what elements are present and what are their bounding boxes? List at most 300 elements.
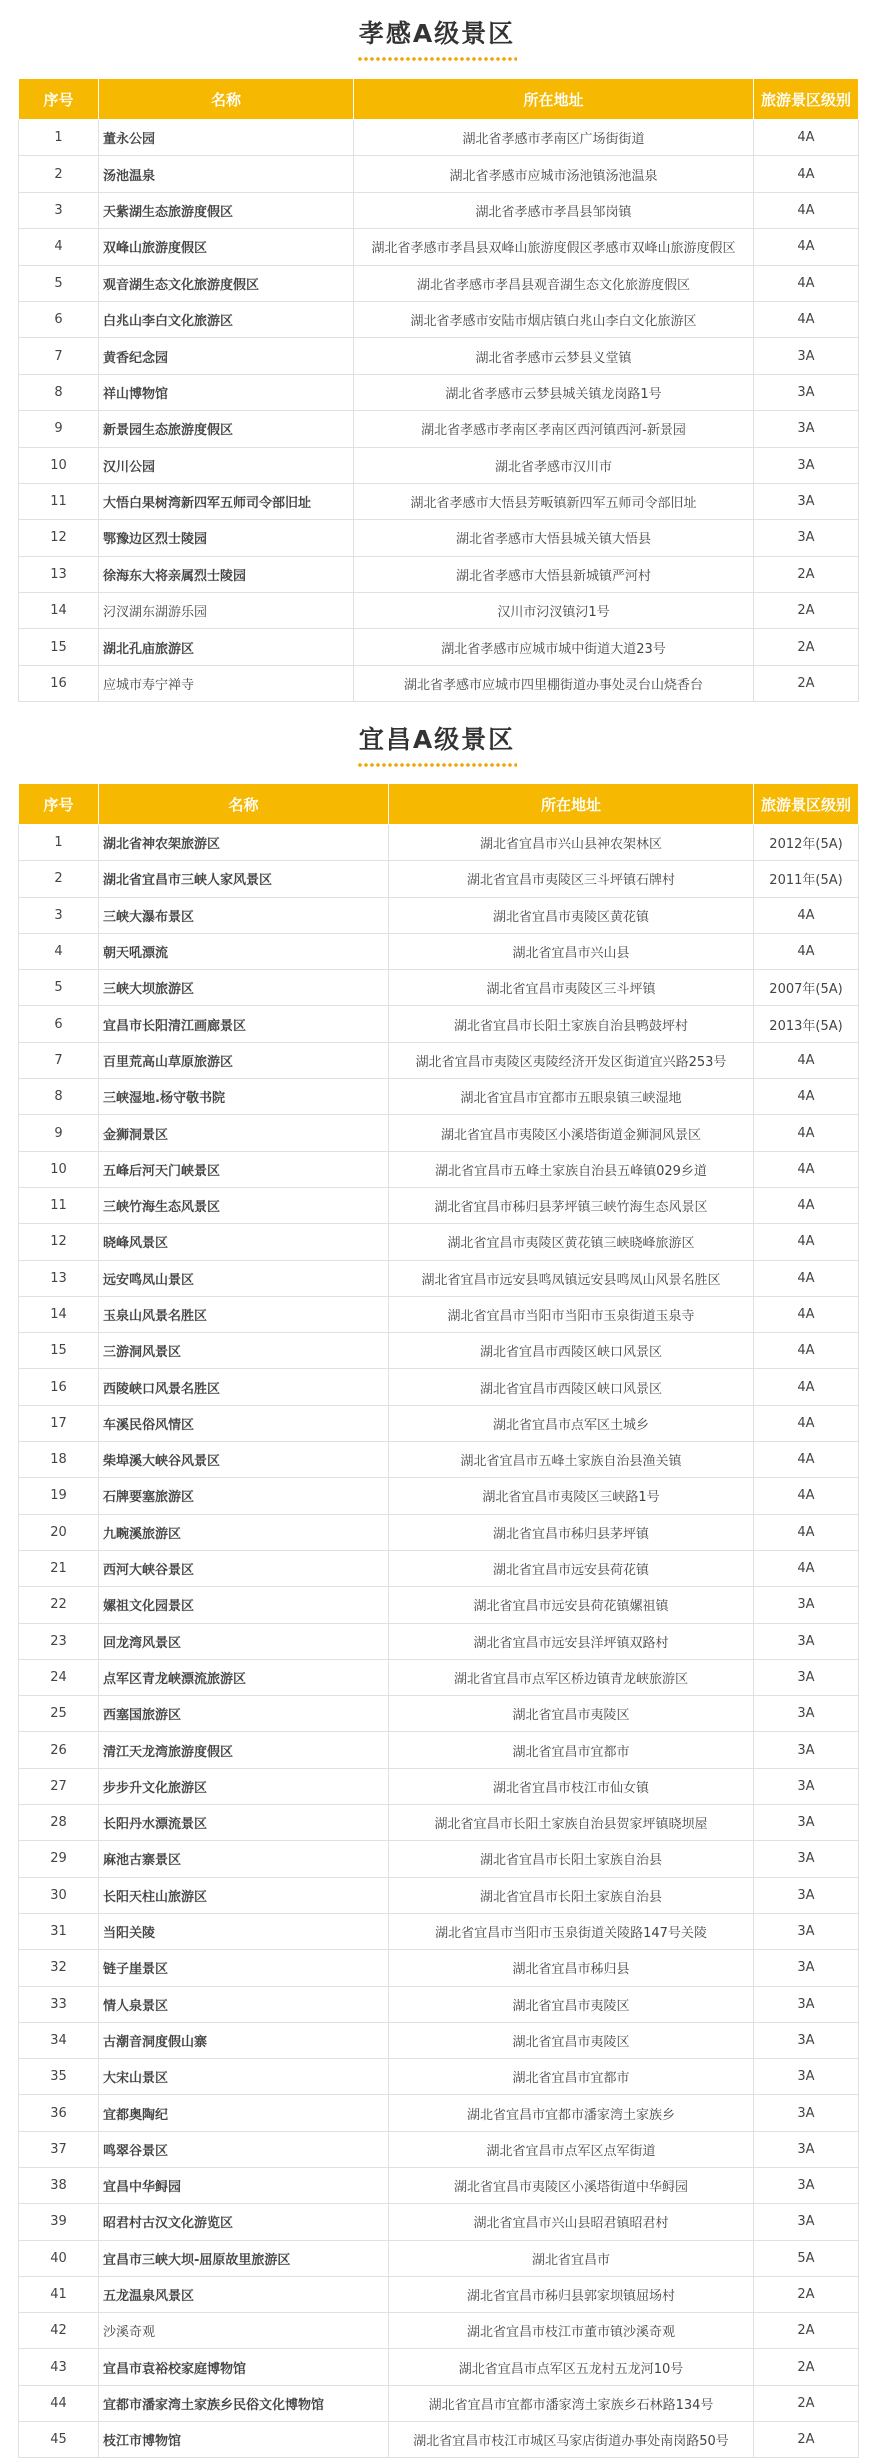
scenic-name: 昭君村古汉文化游览区 [99,2204,389,2240]
scenic-address: 湖北省宜昌市长阳土家族自治县 [389,1841,754,1877]
row-index: 1 [19,120,99,156]
scenic-address: 湖北省宜昌市远安县荷花镇嫘祖镇 [389,1587,754,1623]
row-index: 9 [19,411,99,447]
table-row [19,265,859,301]
row-index: 14 [19,593,99,629]
table-row [19,2167,859,2203]
scenic-address: 湖北省孝感市应城市汤池镇汤池温泉 [354,156,754,192]
scenic-name: 鸣翠谷景区 [99,2131,389,2167]
header-level: 旅游景区级别 [754,784,859,825]
scenic-address: 湖北省宜昌市点军区土城乡 [389,1405,754,1441]
scenic-address: 湖北省宜昌市夷陵区三斗坪镇石牌村 [389,861,754,897]
scenic-address: 湖北省孝感市应城市城中街道大道23号 [354,629,754,665]
scenic-address: 湖北省孝感市云梦县义堂镇 [354,338,754,374]
scenic-level: 2A [754,629,859,665]
scenic-level: 3A [754,1768,859,1804]
table-row [19,156,859,192]
row-index: 27 [19,1768,99,1804]
scenic-level: 4A [754,192,859,228]
table-row [19,2240,859,2276]
scenic-name: 枝江市博物馆 [99,2422,389,2458]
table-row [19,665,859,701]
row-index: 35 [19,2059,99,2095]
scenic-level: 4A [754,1224,859,1260]
scenic-name: 三游洞风景区 [99,1333,389,1369]
scenic-level: 4A [754,1550,859,1586]
scenic-address: 湖北省宜昌市宜都市 [389,2059,754,2095]
scenic-level: 3A [754,520,859,556]
row-index: 37 [19,2131,99,2167]
scenic-level: 3A [754,2022,859,2058]
scenic-name: 鄂豫边区烈士陵园 [99,520,354,556]
scenic-level: 4A [754,120,859,156]
table-row [19,1369,859,1405]
scenic-level: 2A [754,2349,859,2385]
scenic-level: 2013年(5A) [754,1006,859,1042]
row-index: 3 [19,897,99,933]
scenic-address: 湖北省宜昌市夷陵区三斗坪镇 [389,970,754,1006]
row-index: 1 [19,825,99,861]
scenic-name: 西陵峡口风景名胜区 [99,1369,389,1405]
scenic-address: 湖北省宜昌市秭归县 [389,1950,754,1986]
table-row [19,1224,859,1260]
scenic-level: 4A [754,1187,859,1223]
scenic-level: 4A [754,1405,859,1441]
scenic-name: 步步升文化旅游区 [99,1768,389,1804]
row-index: 25 [19,1696,99,1732]
table-row [19,1079,859,1115]
scenic-level: 4A [754,1260,859,1296]
table-row [19,1841,859,1877]
scenic-level: 2007年(5A) [754,970,859,1006]
scenic-address: 湖北省宜昌市长阳土家族自治县贺家坪镇晓坝屋 [389,1805,754,1841]
row-index: 10 [19,447,99,483]
table-row [19,629,859,665]
scenic-level: 4A [754,1115,859,1151]
scenic-address: 湖北省宜昌市兴山县神农架林区 [389,825,754,861]
scenic-level: 3A [754,2167,859,2203]
table-row [19,1550,859,1586]
table-row [19,520,859,556]
scenic-level: 3A [754,1587,859,1623]
scenic-name: 宜昌市袁裕校家庭博物馆 [99,2349,389,2385]
scenic-name: 宜昌中华鲟园 [99,2167,389,2203]
scenic-address: 湖北省宜昌市五峰土家族自治县五峰镇029乡道 [389,1151,754,1187]
scenic-name: 五龙温泉风景区 [99,2276,389,2312]
scenic-name: 湖北孔庙旅游区 [99,629,354,665]
table-row [19,2313,859,2349]
scenic-name: 西河大峡谷景区 [99,1550,389,1586]
row-index: 24 [19,1659,99,1695]
scenic-name: 湖北省神农架旅游区 [99,825,389,861]
scenic-address: 湖北省宜昌市宜都市潘家湾土家族乡石林路134号 [389,2385,754,2421]
table-row [19,970,859,1006]
scenic-name: 嫘祖文化园景区 [99,1587,389,1623]
scenic-address: 湖北省宜昌市兴山县 [389,933,754,969]
scenic-address: 湖北省孝感市云梦县城关镇龙岗路1号 [354,374,754,410]
row-index: 8 [19,374,99,410]
row-index: 4 [19,933,99,969]
table-row [19,1623,859,1659]
table-row [19,825,859,861]
row-index: 13 [19,1260,99,1296]
scenic-level: 4A [754,933,859,969]
scenic-name: 黄香纪念园 [99,338,354,374]
table-row [19,1587,859,1623]
scenic-address: 湖北省宜昌市五峰土家族自治县渔关镇 [389,1442,754,1478]
scenic-name: 董永公园 [99,120,354,156]
scenic-address: 湖北省孝感市孝昌县邹岗镇 [354,192,754,228]
scenic-level: 2011年(5A) [754,861,859,897]
table-row [19,229,859,265]
table-row [19,2131,859,2167]
scenic-address: 湖北省宜昌市秭归县茅坪镇三峡竹海生态风景区 [389,1187,754,1223]
scenic-name: 湖北省宜昌市三峡人家风景区 [99,861,389,897]
scenic-address: 湖北省宜昌市点军区点军街道 [389,2131,754,2167]
scenic-name: 清江天龙湾旅游度假区 [99,1732,389,1768]
table-row [19,120,859,156]
table-row [19,483,859,519]
scenic-address: 湖北省宜昌市西陵区峡口风景区 [389,1369,754,1405]
scenic-name: 沙溪奇观 [99,2313,389,2349]
section-title-yichang: 宜昌A级景区 [358,725,516,754]
scenic-address: 湖北省宜昌市长阳土家族自治县 [389,1877,754,1913]
table-row [19,1805,859,1841]
row-index: 8 [19,1079,99,1115]
scenic-name: 石牌要塞旅游区 [99,1478,389,1514]
scenic-address: 湖北省宜昌市点军区五龙村五龙河10号 [389,2349,754,2385]
row-index: 16 [19,1369,99,1405]
scenic-address: 湖北省宜昌市西陵区峡口风景区 [389,1333,754,1369]
row-index: 31 [19,1913,99,1949]
scenic-level: 4A [754,1333,859,1369]
scenic-address: 湖北省宜昌市远安县洋坪镇双路村 [389,1623,754,1659]
scenic-name: 当阳关陵 [99,1913,389,1949]
row-index: 41 [19,2276,99,2312]
scenic-name: 情人泉景区 [99,1986,389,2022]
table-row [19,1151,859,1187]
scenic-name: 汈汊湖东湖游乐园 [99,593,354,629]
row-index: 10 [19,1151,99,1187]
scenic-level: 4A [754,1478,859,1514]
scenic-name: 玉泉山风景名胜区 [99,1296,389,1332]
row-index: 13 [19,556,99,592]
scenic-address: 湖北省孝感市孝南区广场街街道 [354,120,754,156]
scenic-level: 4A [754,1442,859,1478]
table-row [19,1478,859,1514]
row-index: 6 [19,1006,99,1042]
row-index: 16 [19,665,99,701]
table-row [19,1042,859,1078]
row-index: 42 [19,2313,99,2349]
table-row [19,1659,859,1695]
row-index: 18 [19,1442,99,1478]
row-index: 7 [19,338,99,374]
scenic-level: 4A [754,156,859,192]
table-row [19,2095,859,2131]
row-index: 11 [19,1187,99,1223]
row-index: 45 [19,2422,99,2458]
table-row [19,1115,859,1151]
row-index: 26 [19,1732,99,1768]
scenic-level: 3A [754,1659,859,1695]
scenic-address: 湖北省宜昌市夷陵区小溪塔街道中华鲟园 [389,2167,754,2203]
scenic-address: 湖北省孝感市安陆市烟店镇白兆山李白文化旅游区 [354,301,754,337]
header-address: 所在地址 [389,784,754,825]
table-row [19,192,859,228]
scenic-level: 3A [754,1696,859,1732]
row-index: 40 [19,2240,99,2276]
scenic-address: 湖北省宜昌市秭归县郭家坝镇屈场村 [389,2276,754,2312]
scenic-address: 湖北省宜昌市宜都市 [389,1732,754,1768]
table-header-row [19,79,859,120]
scenic-address: 湖北省宜昌市枝江市城区马家店街道办事处南岗路50号 [389,2422,754,2458]
scenic-level: 3A [754,374,859,410]
scenic-level: 4A [754,1369,859,1405]
row-index: 34 [19,2022,99,2058]
scenic-level: 4A [754,1151,859,1187]
scenic-level: 4A [754,1079,859,1115]
scenic-name: 晓峰风景区 [99,1224,389,1260]
scenic-level: 3A [754,447,859,483]
scenic-address: 湖北省宜昌市枝江市董市镇沙溪奇观 [389,2313,754,2349]
scenic-address: 湖北省宜昌市长阳土家族自治县鸭鼓坪村 [389,1006,754,1042]
scenic-address: 湖北省宜昌市当阳市玉泉街道关陵路147号关陵 [389,1913,754,1949]
scenic-level: 2A [754,556,859,592]
table-row [19,593,859,629]
row-index: 38 [19,2167,99,2203]
table-row [19,2059,859,2095]
row-index: 36 [19,2095,99,2131]
scenic-level: 4A [754,897,859,933]
table-row [19,556,859,592]
row-index: 5 [19,970,99,1006]
scenic-address: 湖北省孝感市应城市四里棚街道办事处灵台山烧香台 [354,665,754,701]
scenic-name: 西塞国旅游区 [99,1696,389,1732]
scenic-address: 湖北省宜昌市夷陵区 [389,1696,754,1732]
scenic-level: 4A [754,1296,859,1332]
scenic-level: 3A [754,2095,859,2131]
row-index: 12 [19,1224,99,1260]
row-index: 32 [19,1950,99,1986]
table-row [19,933,859,969]
row-index: 11 [19,483,99,519]
scenic-name: 百里荒高山草原旅游区 [99,1042,389,1078]
scenic-address: 湖北省宜昌市点军区桥边镇青龙峡旅游区 [389,1659,754,1695]
row-index: 22 [19,1587,99,1623]
row-index: 5 [19,265,99,301]
table-row [19,1696,859,1732]
scenic-address: 湖北省孝感市大悟县城关镇大悟县 [354,520,754,556]
scenic-level: 3A [754,2059,859,2095]
scenic-name: 祥山博物馆 [99,374,354,410]
scenic-level: 3A [754,338,859,374]
scenic-level: 3A [754,1950,859,1986]
scenic-address: 湖北省宜昌市夷陵区小溪塔街道金狮洞风景区 [389,1115,754,1151]
table-row [19,897,859,933]
table-row [19,861,859,897]
scenic-address: 湖北省宜昌市远安县鸣凤镇远安县鸣凤山风景名胜区 [389,1260,754,1296]
scenic-name: 三峡大瀑布景区 [99,897,389,933]
row-index: 15 [19,1333,99,1369]
header-level: 旅游景区级别 [754,79,859,120]
table-row [19,338,859,374]
scenic-address: 湖北省宜昌市远安县荷花镇 [389,1550,754,1586]
scenic-name: 远安鸣凤山景区 [99,1260,389,1296]
scenic-address: 湖北省孝感市孝南区孝南区西河镇西河-新景园 [354,411,754,447]
row-index: 43 [19,2349,99,2385]
scenic-name: 徐海东大将亲属烈士陵园 [99,556,354,592]
section-title-xiaogan: 孝感A级景区 [358,19,516,48]
table-row [19,1333,859,1369]
scenic-name: 天紫湖生态旅游度假区 [99,192,354,228]
scenic-address: 湖北省宜昌市夷陵区 [389,2022,754,2058]
scenic-name: 三峡大坝旅游区 [99,970,389,1006]
scenic-name: 古潮音洞度假山寨 [99,2022,389,2058]
table-row [19,1260,859,1296]
row-index: 14 [19,1296,99,1332]
table-row [19,1877,859,1913]
scenic-name: 点军区青龙峡漂流旅游区 [99,1659,389,1695]
scenic-name: 柴埠溪大峡谷风景区 [99,1442,389,1478]
table-row [19,2385,859,2421]
table-row [19,1950,859,1986]
row-index: 30 [19,1877,99,1913]
scenic-level: 2012年(5A) [754,825,859,861]
scenic-address: 湖北省宜昌市枝江市仙女镇 [389,1768,754,1804]
scenic-level: 4A [754,1042,859,1078]
xiaogan-scenic-table [18,78,859,702]
table-row [19,2204,859,2240]
title-dots-divider [357,762,517,768]
row-index: 6 [19,301,99,337]
scenic-level: 3A [754,1913,859,1949]
scenic-level: 3A [754,411,859,447]
table-row [19,447,859,483]
row-index: 3 [19,192,99,228]
title-dots-divider [357,56,517,62]
table-row [19,1296,859,1332]
scenic-name: 观音湖生态文化旅游度假区 [99,265,354,301]
row-index: 21 [19,1550,99,1586]
scenic-name: 大悟白果树湾新四军五师司令部旧址 [99,483,354,519]
scenic-level: 4A [754,1514,859,1550]
table-row [19,1732,859,1768]
scenic-address: 湖北省孝感市大悟县新城镇严河村 [354,556,754,592]
table-row [19,1986,859,2022]
scenic-level: 4A [754,301,859,337]
scenic-name: 白兆山李白文化旅游区 [99,301,354,337]
table-header-row [19,784,859,825]
scenic-address: 湖北省宜昌市夷陵区 [389,1986,754,2022]
scenic-address: 湖北省孝感市孝昌县双峰山旅游度假区孝感市双峰山旅游度假区 [354,229,754,265]
table-row [19,1514,859,1550]
scenic-name: 双峰山旅游度假区 [99,229,354,265]
scenic-level: 4A [754,265,859,301]
header-address: 所在地址 [354,79,754,120]
scenic-level: 2A [754,2313,859,2349]
row-index: 33 [19,1986,99,2022]
scenic-name: 应城市寿宁禅寺 [99,665,354,701]
table-row [19,1913,859,1949]
scenic-address: 湖北省宜昌市夷陵区夷陵经济开发区街道宜兴路253号 [389,1042,754,1078]
scenic-name: 长阳天柱山旅游区 [99,1877,389,1913]
scenic-address: 湖北省宜昌市夷陵区三峡路1号 [389,1478,754,1514]
scenic-level: 2A [754,2385,859,2421]
scenic-level: 2A [754,2422,859,2458]
scenic-level: 3A [754,1732,859,1768]
table-row [19,2022,859,2058]
table-row [19,411,859,447]
row-index: 39 [19,2204,99,2240]
scenic-level: 3A [754,1841,859,1877]
scenic-level: 2A [754,665,859,701]
scenic-level: 3A [754,1877,859,1913]
scenic-level: 2A [754,593,859,629]
scenic-address: 湖北省宜昌市夷陵区黄花镇 [389,897,754,933]
table-row [19,1405,859,1441]
scenic-address: 湖北省宜昌市 [389,2240,754,2276]
scenic-name: 车溪民俗风情区 [99,1405,389,1441]
row-index: 2 [19,861,99,897]
row-index: 17 [19,1405,99,1441]
scenic-name: 汤池温泉 [99,156,354,192]
header-name: 名称 [99,784,389,825]
scenic-address: 湖北省宜昌市当阳市当阳市玉泉街道玉泉寺 [389,1296,754,1332]
row-index: 2 [19,156,99,192]
header-index: 序号 [19,79,99,120]
scenic-name: 回龙湾风景区 [99,1623,389,1659]
scenic-address: 湖北省宜昌市秭归县茅坪镇 [389,1514,754,1550]
scenic-name: 宜昌市三峡大坝-屈原故里旅游区 [99,2240,389,2276]
scenic-name: 新景园生态旅游度假区 [99,411,354,447]
scenic-level: 3A [754,2131,859,2167]
scenic-level: 2A [754,2276,859,2312]
row-index: 4 [19,229,99,265]
table-row [19,2349,859,2385]
scenic-address: 湖北省宜昌市夷陵区黄花镇三峡晓峰旅游区 [389,1224,754,1260]
scenic-name: 麻池古寨景区 [99,1841,389,1877]
row-index: 29 [19,1841,99,1877]
scenic-name: 金狮洞景区 [99,1115,389,1151]
table-row [19,2422,859,2458]
scenic-address: 湖北省宜昌市宜都市潘家湾土家族乡 [389,2095,754,2131]
scenic-level: 5A [754,2240,859,2276]
row-index: 9 [19,1115,99,1151]
scenic-name: 长阳丹水漂流景区 [99,1805,389,1841]
row-index: 28 [19,1805,99,1841]
scenic-name: 宜都奥陶纪 [99,2095,389,2131]
scenic-name: 大宋山景区 [99,2059,389,2095]
table-row [19,1442,859,1478]
table-row [19,374,859,410]
header-index: 序号 [19,784,99,825]
scenic-name: 三峡竹海生态风景区 [99,1187,389,1223]
scenic-address: 汉川市汈汊镇汈1号 [354,593,754,629]
scenic-level: 3A [754,1623,859,1659]
row-index: 15 [19,629,99,665]
scenic-name: 宜都市潘家湾土家族乡民俗文化博物馆 [99,2385,389,2421]
scenic-level: 4A [754,229,859,265]
scenic-address: 湖北省孝感市汉川市 [354,447,754,483]
scenic-name: 汉川公园 [99,447,354,483]
row-index: 19 [19,1478,99,1514]
scenic-level: 3A [754,1986,859,2022]
table-row [19,301,859,337]
scenic-name: 朝天吼漂流 [99,933,389,969]
scenic-name: 九畹溪旅游区 [99,1514,389,1550]
table-row [19,2276,859,2312]
